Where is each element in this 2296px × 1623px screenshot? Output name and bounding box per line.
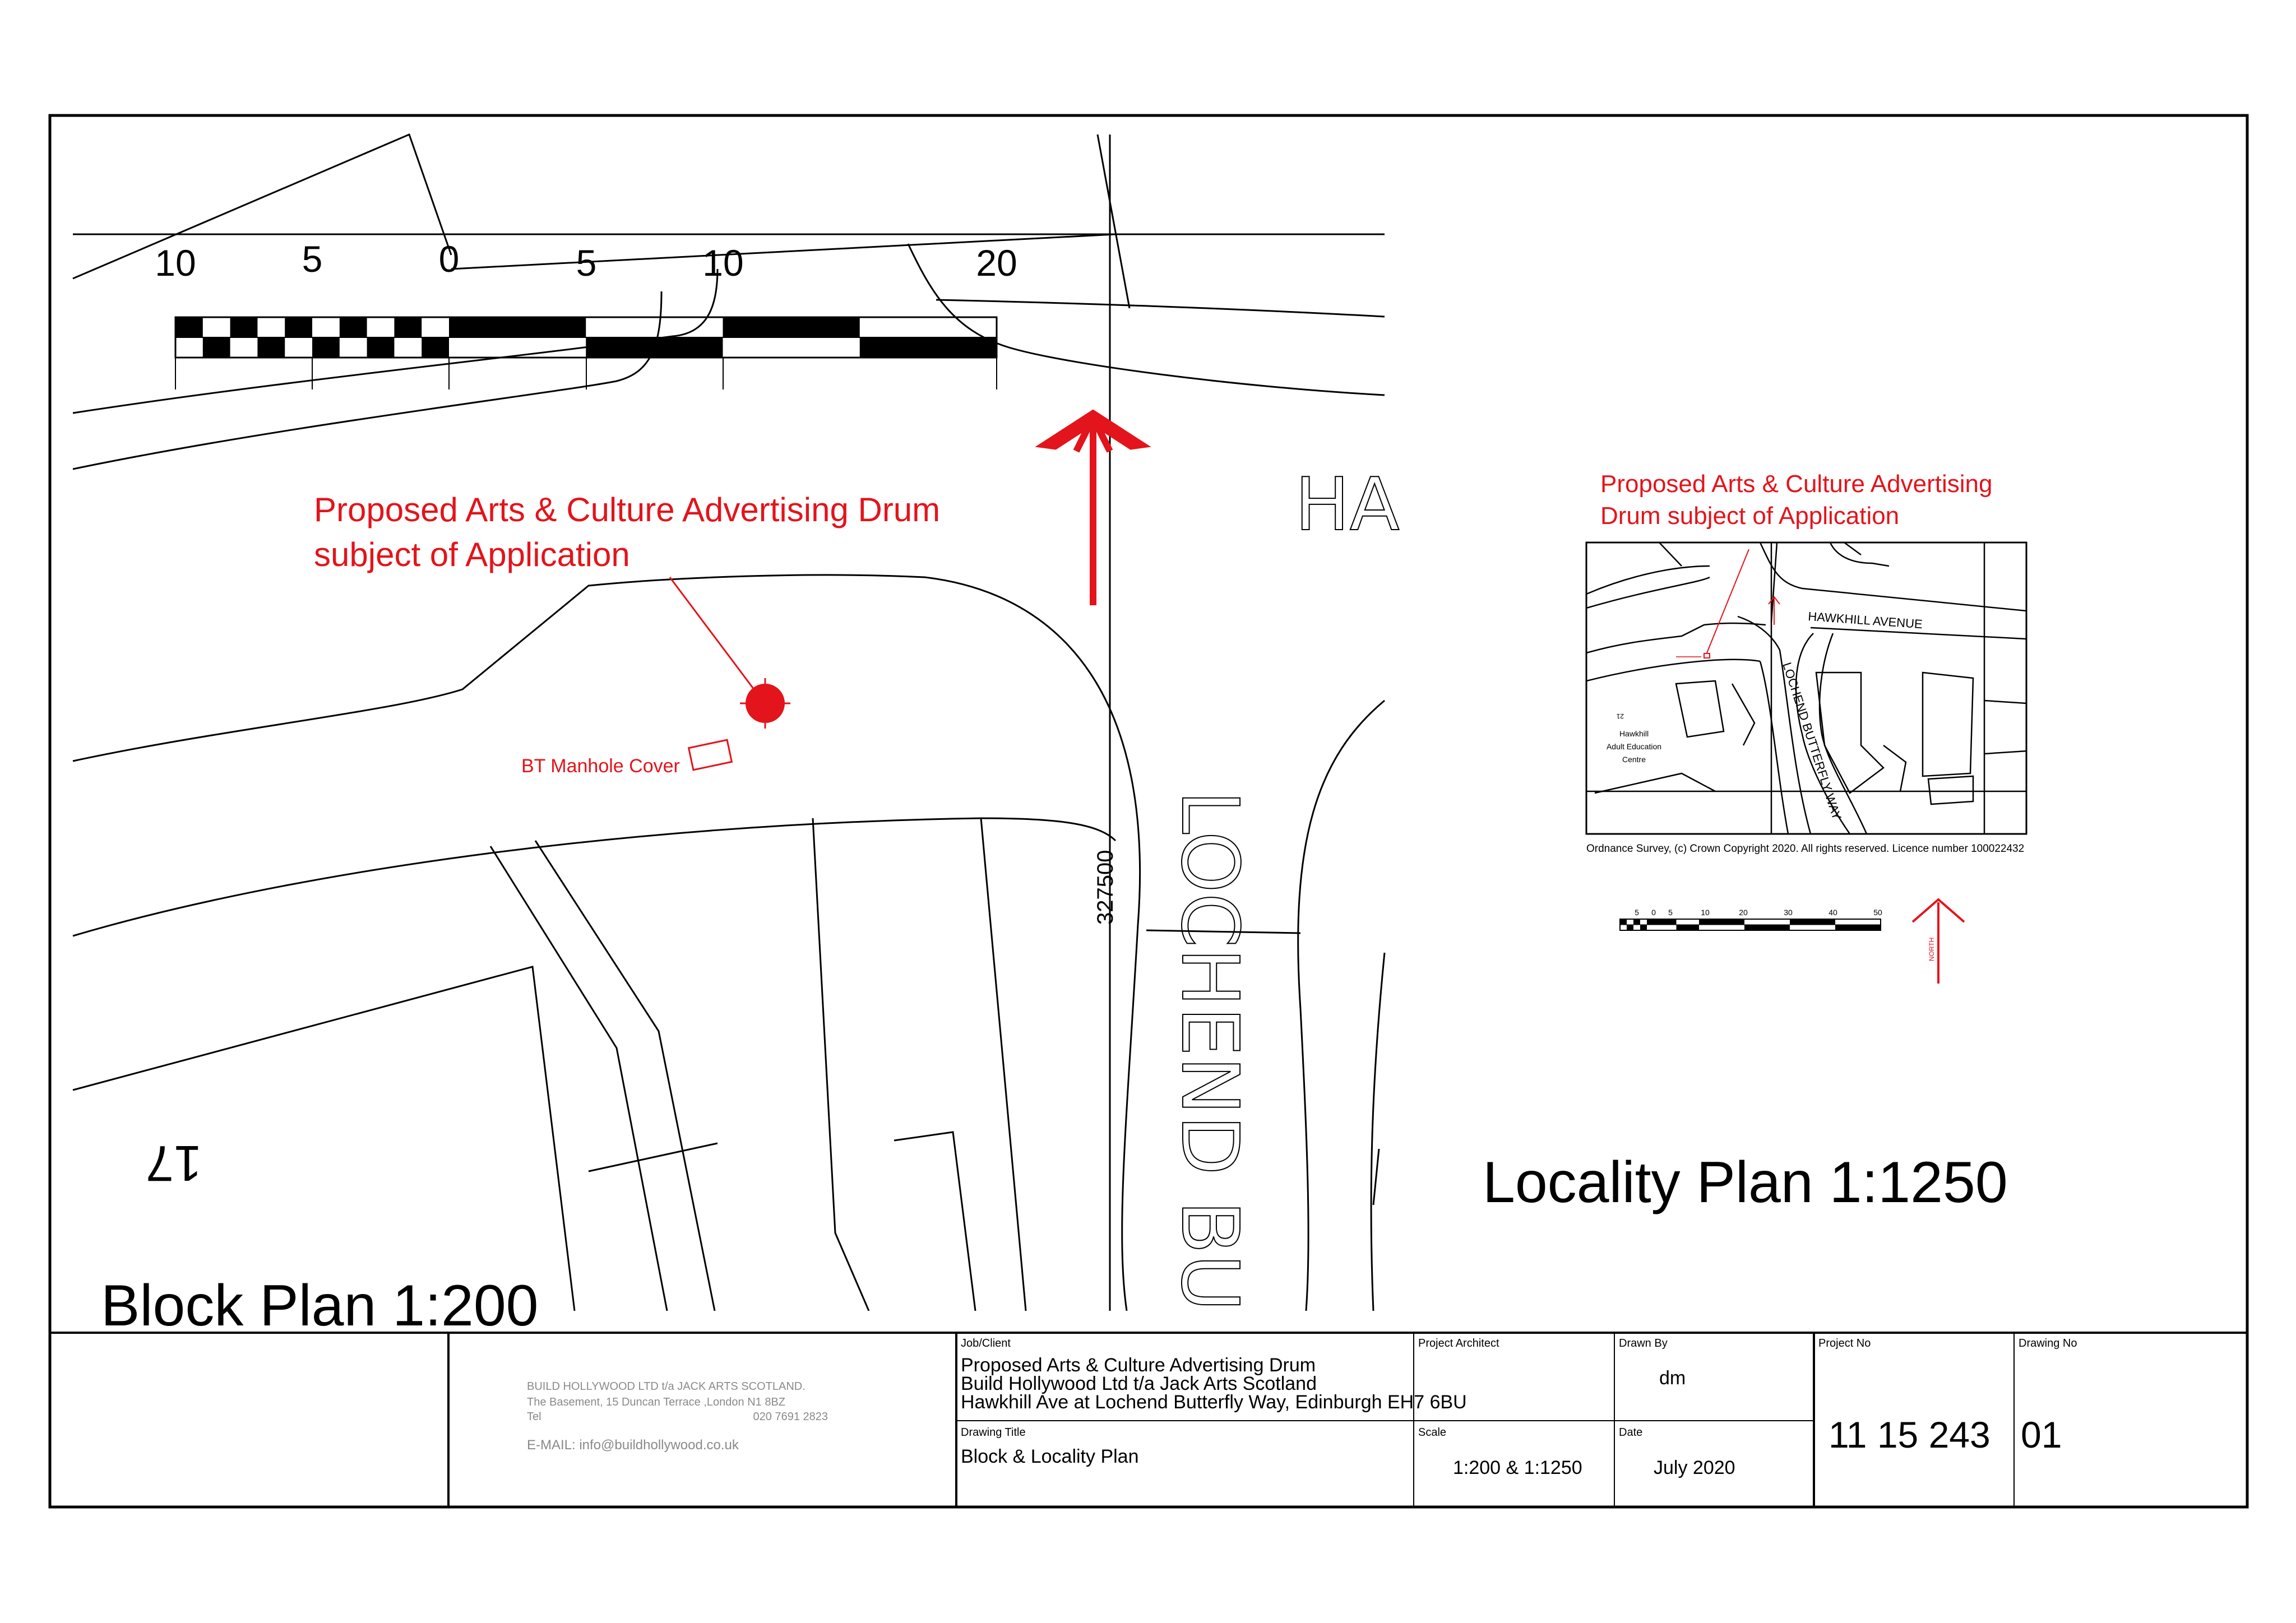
plot-boundary [1373, 1149, 1379, 1205]
company-email: E-MAIL: info@buildhollywood.co.uk [527, 1437, 739, 1453]
map-road [1586, 623, 1766, 653]
map-road [1844, 542, 1861, 555]
plot-boundary [813, 818, 869, 1311]
locality-plan [1483, 470, 2026, 1215]
company-tel-label: Tel [527, 1411, 541, 1423]
project-no-value: 11 15 243 [1829, 1414, 1991, 1455]
block-scale-label: 0 [438, 238, 460, 280]
plot-number-label: 17 [145, 1135, 202, 1191]
scale-bar-segment [723, 317, 860, 337]
locality-scale-bar [1620, 919, 1881, 930]
locality-annotation-line1: Proposed Arts & Culture Advertising [1600, 470, 1993, 498]
job-line-3: Hawkhill Ave at Lochend Butterfly Way, Edinburgh EH7 6BU [961, 1392, 1467, 1413]
block-scale-label: 5 [302, 238, 323, 280]
scale-bar-segment [1744, 925, 1790, 930]
locality-scale-label: 30 [1784, 908, 1793, 917]
map-building [1883, 745, 1906, 791]
scale-bar-cell [1627, 925, 1633, 930]
company-name: BUILD HOLLYWOOD LTD t/a JACK ARTS SCOTLAND. [527, 1380, 806, 1393]
scale-bar-segment [1699, 919, 1744, 925]
scale-bar-cell [312, 337, 340, 358]
locality-street-hawkhill: HAWKHILL AVENUE [1807, 609, 1923, 632]
scale-bar-cell [230, 317, 258, 337]
map-building [1732, 684, 1755, 745]
block-annotation-line1: Proposed Arts & Culture Advertising Drum [314, 491, 941, 528]
drawing-no-label: Drawing No [2019, 1337, 2077, 1350]
drawn-by-value: dm [1659, 1367, 1686, 1389]
street-label-lochend: LOCHEND BU [1164, 790, 1255, 1312]
scale-bar-cell [340, 317, 367, 337]
job-line-1: Proposed Arts & Culture Advertising Drum [961, 1355, 1316, 1376]
plot-boundary [535, 841, 715, 1311]
locality-building-label: Adult Education [1606, 742, 1662, 751]
scale-label: Scale [1418, 1426, 1447, 1439]
locality-plan-title: Locality Plan 1:1250 [1483, 1150, 2008, 1215]
plot-boundary [981, 818, 1026, 1311]
date-value: July 2020 [1654, 1457, 1735, 1478]
block-scale-label: 10 [155, 242, 196, 284]
manhole-label: BT Manhole Cover [521, 755, 680, 777]
road-edge [73, 575, 1140, 1311]
locality-scale-label: 5 [1668, 908, 1673, 917]
map-road [1760, 661, 1788, 834]
project-no-label: Project No [1818, 1337, 1871, 1350]
scale-bar-cell [1620, 919, 1627, 925]
scale-bar-cell [1647, 919, 1654, 925]
scale-bar-cell [422, 337, 449, 358]
locality-copyright: Ordnance Survey, (c) Crown Copyright 2020. All rights reserved. Licence number 100022432 [1586, 843, 2025, 855]
locality-map-frame [1586, 542, 2026, 834]
scale-bar-cell [175, 317, 203, 337]
scale-bar-cell [1633, 919, 1640, 925]
map-building [1595, 773, 1715, 793]
block-scale-label: 20 [976, 242, 1017, 284]
company-address: The Basement, 15 Duncan Terrace ,London N1 8BZ [527, 1396, 786, 1408]
block-scale-bar [175, 317, 997, 389]
map-building [1984, 701, 2026, 754]
job-client-label: Job/Client [961, 1337, 1011, 1350]
block-scale-label: 10 [702, 242, 744, 284]
annotation-leader-line [670, 577, 762, 701]
map-road [1760, 542, 2026, 611]
scale-bar-cell [203, 337, 230, 358]
scale-value: 1:200 & 1:1250 [1453, 1457, 1582, 1478]
drawing-title-value: Block & Locality Plan [961, 1446, 1139, 1467]
scale-bar-segment [449, 317, 586, 337]
map-road [1586, 566, 1710, 594]
locality-building-number: 21 [1616, 712, 1624, 720]
block-scale-label: 5 [576, 242, 597, 284]
scale-bar-segment [1677, 925, 1700, 930]
map-road [1586, 577, 1710, 608]
manhole-cover-icon [689, 740, 732, 770]
locality-building-label: Hawkhill [1619, 729, 1649, 738]
locality-scale-label: 0 [1651, 908, 1656, 917]
boundary-line [1098, 135, 1130, 308]
street-label-hawkhill: HA [1295, 462, 1400, 547]
locality-scale-label: 10 [1701, 908, 1710, 917]
map-building [1676, 681, 1724, 737]
job-line-2: Build Hollywood Ltd t/a Jack Arts Scotland [961, 1373, 1317, 1394]
project-architect-label: Project Architect [1418, 1337, 1499, 1350]
scale-bar-cell [257, 337, 285, 358]
date-label: Date [1619, 1426, 1643, 1439]
locality-scale-label: 40 [1829, 908, 1837, 917]
locality-annotation-line2: Drum subject of Application [1600, 502, 1900, 530]
locality-building-label: Centre [1622, 755, 1646, 764]
plot-boundary [490, 846, 667, 1311]
boundary-line [73, 135, 451, 279]
scale-bar-cell [367, 337, 395, 358]
road-edge [936, 300, 1385, 317]
locality-drum-marker [1676, 549, 1780, 658]
locality-street-lochend: LOCHEND BUTTERFLY WAY [1780, 660, 1844, 822]
scale-bar-segment [1790, 919, 1835, 925]
scale-bar-segment [1835, 925, 1881, 930]
locality-scale-label: 20 [1739, 908, 1748, 917]
block-annotation-line2: subject of Application [314, 536, 630, 573]
plot-boundary [589, 1143, 718, 1171]
locality-north-arrow-icon [1913, 899, 1964, 984]
map-building [1923, 673, 1973, 776]
drawn-by-label: Drawn By [1619, 1337, 1668, 1350]
scale-bar-segment [1654, 919, 1677, 925]
locality-north-label: NORTH [1928, 937, 1936, 961]
scale-bar-cell [394, 317, 422, 337]
plot-boundary [894, 1132, 975, 1311]
drawing-title-label: Drawing Title [961, 1426, 1026, 1439]
map-road [1659, 542, 1682, 566]
advertising-drum-icon [740, 678, 790, 729]
map-building [1928, 776, 1973, 804]
drawing-no-value: 01 [2021, 1414, 2062, 1455]
locality-scale-label: 50 [1873, 908, 1882, 917]
block-plan-title: Block Plan 1:200 [101, 1273, 539, 1338]
company-tel: 020 7691 2823 [753, 1411, 828, 1423]
scale-bar-cell [1640, 925, 1647, 930]
north-arrow-icon [1026, 420, 1093, 605]
grid-coordinate-label: 327500 [1093, 850, 1118, 925]
road-edge [1371, 953, 1385, 1311]
scale-bar-segment [586, 337, 723, 358]
map-road [1586, 660, 1760, 681]
locality-scale-label: 5 [1635, 908, 1639, 917]
scale-bar-segment [860, 337, 997, 358]
scale-bar-cell [285, 317, 312, 337]
road-edge [73, 818, 1115, 936]
block-plan [73, 135, 1400, 1338]
